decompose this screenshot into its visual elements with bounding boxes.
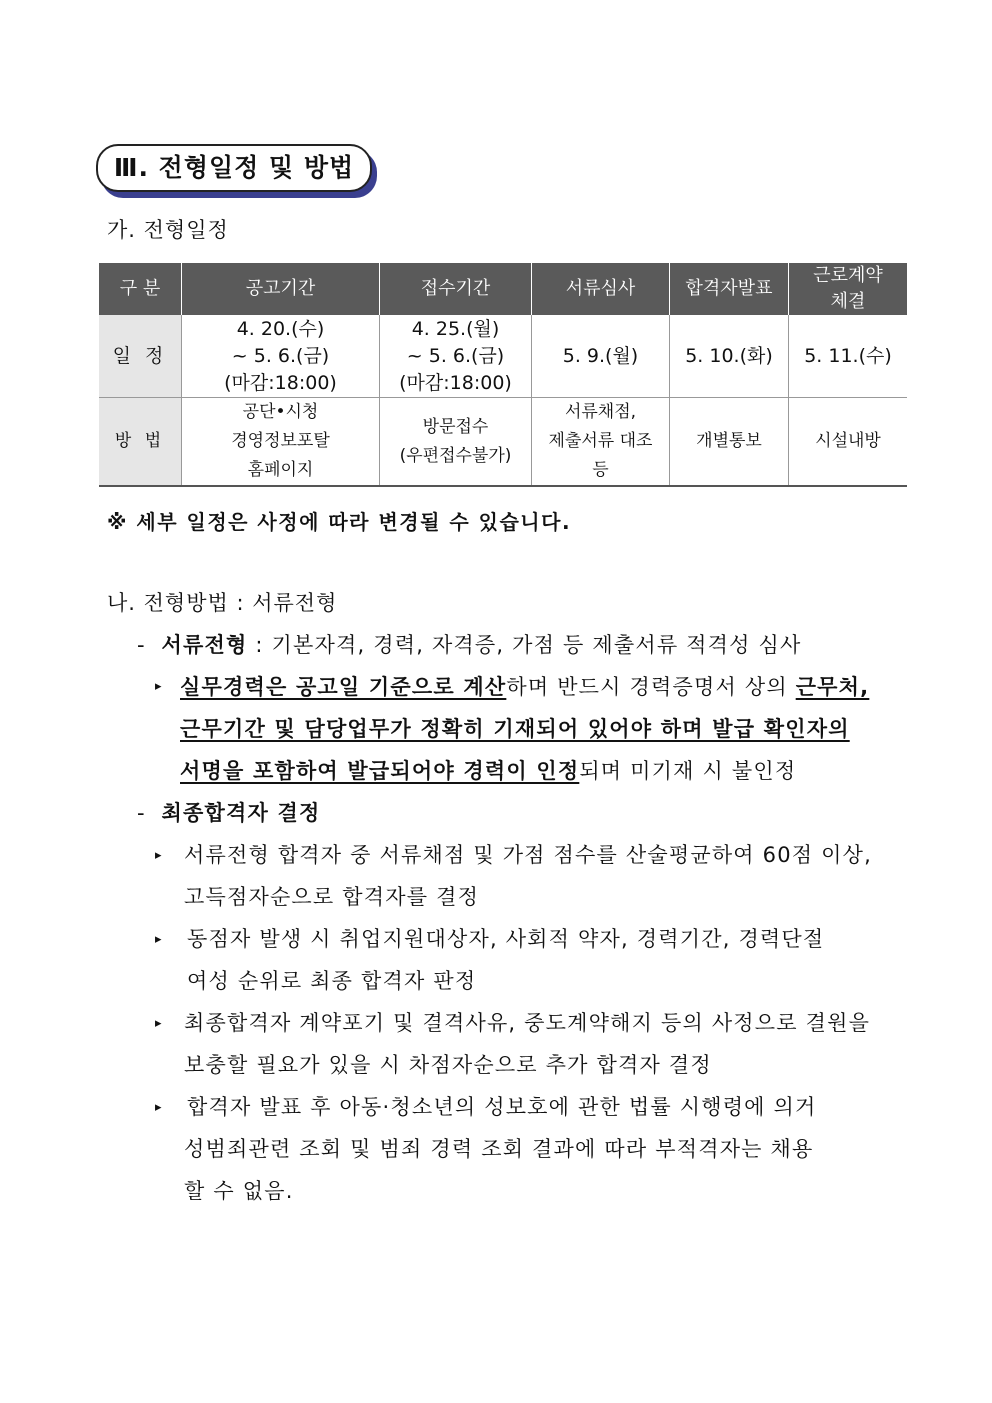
cell-reception-period xyxy=(380,315,532,398)
subheading-method: 나. 전형방법 : 서류전형 xyxy=(107,591,338,615)
header-announcement: 공고기간 xyxy=(182,263,380,315)
bullet-line: 고득점자순으로 합격자를 결정 xyxy=(184,885,480,909)
bullet-line: 서류전형 합격자 중 서류채점 및 가점 점수를 산술평균하여 60점 이상, xyxy=(184,843,872,867)
bullet-icon: ▸ xyxy=(155,1016,162,1031)
cell-line: (마감:18:00) xyxy=(399,371,512,394)
underlined-text: 서명을 포함하여 발급되어야 경력이 인정 xyxy=(180,759,580,783)
header-review: 서류심사 xyxy=(532,263,670,315)
bullet-line: 할 수 없음. xyxy=(184,1179,294,1203)
header-announce-result: 합격자발표 xyxy=(670,263,789,315)
cell-line: 4. 25.(월) xyxy=(411,317,500,340)
bullet-line: 합격자 발표 후 아동·청소년의 성보호에 관한 법률 시행령에 의거 xyxy=(187,1095,817,1119)
experience-line-3 xyxy=(180,755,796,785)
cell-reception-method xyxy=(380,398,532,487)
cell-line: 홈페이지 xyxy=(247,460,314,480)
item-title: 최종합격자 결정 xyxy=(161,801,321,825)
cell-line: (마감:18:00) xyxy=(224,371,337,394)
section-title: Ⅲ. 전형일정 및 방법 xyxy=(113,153,355,182)
underlined-text: 근무처, xyxy=(795,675,870,699)
cell-line: (우편접수불가) xyxy=(399,445,512,466)
cell-announce-date: 5. 10.(화) xyxy=(670,315,789,398)
header-category: 구 분 xyxy=(99,263,182,315)
cell-announce-method: 개별통보 xyxy=(670,398,789,487)
header-reception: 접수기간 xyxy=(380,263,532,315)
cell-line: 공단•시청 xyxy=(242,402,319,422)
cell-review-method xyxy=(532,398,670,487)
bullet-icon: ▸ xyxy=(155,1100,162,1115)
row-label-schedule: 일 정 xyxy=(99,315,182,398)
schedule-table xyxy=(99,263,907,487)
cell-line: 서류채점, xyxy=(564,402,637,422)
dash: - xyxy=(137,633,146,657)
cell-contract-date: 5. 11.(수) xyxy=(789,315,908,398)
table-row xyxy=(99,315,907,398)
row-label-method: 방 법 xyxy=(99,398,182,487)
cell-line: 경영정보포탈 xyxy=(231,431,330,451)
bullet-icon: ▸ xyxy=(155,932,162,947)
bullet-line: 여성 순위로 최종 합격자 판정 xyxy=(187,969,477,993)
header-contract-l1: 근로계약 xyxy=(813,265,883,286)
bullet-line: 동점자 발생 시 취업지원대상자, 사회적 약자, 경력기간, 경력단절 xyxy=(187,927,825,951)
plain-text: 하며 반드시 경력증명서 상의 xyxy=(506,675,796,699)
bullet-line: 보충할 필요가 있을 시 차점자순으로 추가 합격자 결정 xyxy=(184,1053,712,1077)
bullet-line: 성범죄관련 조회 및 범죄 경력 조회 결과에 따라 부적격자는 채용 xyxy=(184,1137,814,1161)
cell-line: 제출서류 대조 xyxy=(548,431,653,451)
cell-contract-method: 시설내방 xyxy=(789,398,908,487)
header-contract-l2: 체결 xyxy=(830,291,866,312)
cell-announcement-period xyxy=(182,315,380,398)
bullet-line: 최종합격자 계약포기 및 결격사유, 중도계약해지 등의 사정으로 결원을 xyxy=(184,1011,871,1035)
item-document-screening xyxy=(137,629,801,659)
item-text: : 기본자격, 경력, 자격증, 가점 등 제출서류 적격성 심사 xyxy=(247,633,802,657)
experience-line-2 xyxy=(180,713,850,743)
item-final-selection xyxy=(137,797,320,827)
cell-line: ~ 5. 6.(금) xyxy=(406,344,505,367)
plain-text: 되며 미기재 시 불인정 xyxy=(579,759,797,783)
cell-line: 4. 20.(수) xyxy=(236,317,325,340)
cell-line: 방문접수 xyxy=(422,416,489,437)
subheading-schedule: 가. 전형일정 xyxy=(107,218,229,242)
underlined-text: 실무경력은 공고일 기준으로 계산 xyxy=(180,675,507,699)
header-contract xyxy=(789,263,908,315)
table-row xyxy=(99,398,907,487)
item-title: 서류전형 xyxy=(161,633,248,657)
section-title-box xyxy=(96,144,372,192)
dash: - xyxy=(137,801,146,825)
cell-line: 등 xyxy=(592,460,609,480)
underlined-text: 근무기간 및 담당업무가 정확히 기재되어 있어야 하며 발급 확인자의 xyxy=(180,717,850,741)
bullet-icon: ▸ xyxy=(155,848,162,863)
schedule-note: ※ 세부 일정은 사정에 따라 변경될 수 있습니다. xyxy=(107,510,572,534)
cell-line: ~ 5. 6.(금) xyxy=(231,344,330,367)
cell-announcement-method xyxy=(182,398,380,487)
cell-review-date: 5. 9.(월) xyxy=(532,315,670,398)
bullet-icon: ▸ xyxy=(155,679,162,694)
table-header-row xyxy=(99,263,907,315)
experience-line-1 xyxy=(180,671,869,701)
